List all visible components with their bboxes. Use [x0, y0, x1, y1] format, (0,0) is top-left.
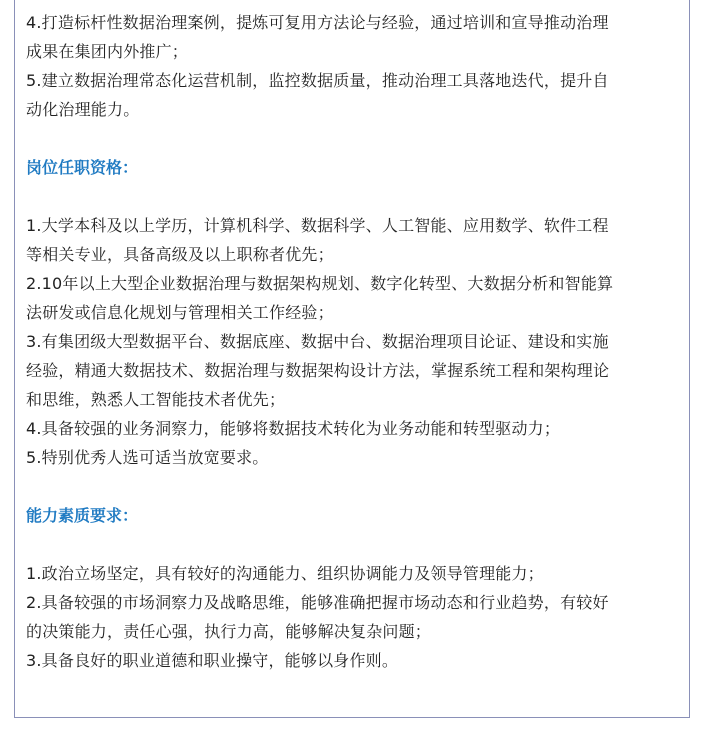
abilities-list	[26, 559, 684, 675]
spacer	[26, 530, 684, 559]
qualification-line: 经验，精通大数据技术、数据治理与数据架构设计方法，掌握系统工程和架构理论	[26, 361, 610, 380]
qualification-line: 等相关专业，具备高级及以上职称者优先；	[26, 245, 334, 264]
spacer	[26, 472, 684, 501]
qualifications-heading: 岗位任职资格：	[26, 158, 139, 177]
responsibility-line: 5.建立数据治理常态化运营机制，监控数据质量，推动治理工具落地迭代，提升自	[26, 71, 609, 90]
qualification-line: 4.具备较强的业务洞察力，能够将数据技术转化为业务动能和转型驱动力；	[26, 419, 561, 438]
responsibility-line: 成果在集团内外推广；	[26, 42, 189, 61]
responsibility-line: 4.打造标杆性数据治理案例，提炼可复用方法论与经验，通过培训和宣导推动治理	[26, 13, 609, 32]
ability-line: 3.具备良好的职业道德和职业操守，能够以身作则。	[26, 651, 399, 670]
qualification-line: 法研发或信息化规划与管理相关工作经验；	[26, 303, 334, 322]
spacer	[26, 182, 684, 211]
ability-line: 的决策能力，责任心强，执行力高，能够解决复杂问题；	[26, 622, 432, 641]
qualification-line: 1.大学本科及以上学历，计算机科学、数据科学、人工智能、应用数学、软件工程	[26, 216, 609, 235]
ability-line: 2.具备较强的市场洞察力及战略思维，能够准确把握市场动态和行业趋势，有较好	[26, 593, 609, 612]
qualification-line: 2.10年以上大型企业数据治理与数据架构规划、数字化转型、大数据分析和智能算	[26, 274, 614, 293]
qualifications-list	[26, 211, 684, 472]
qualification-line: 5.特别优秀人选可适当放宽要求。	[26, 448, 269, 467]
qualification-line: 3.有集团级大型数据平台、数据底座、数据中台、数据治理项目论证、建设和实施	[26, 332, 609, 351]
responsibilities-list	[26, 8, 684, 124]
ability-line: 1.政治立场坚定，具有较好的沟通能力、组织协调能力及领导管理能力；	[26, 564, 544, 583]
qualification-line: 和思维，熟悉人工智能技术者优先；	[26, 390, 286, 409]
responsibility-line: 动化治理能力。	[26, 100, 140, 119]
abilities-heading: 能力素质要求：	[26, 506, 139, 525]
spacer	[26, 124, 684, 153]
document-content	[26, 8, 684, 675]
